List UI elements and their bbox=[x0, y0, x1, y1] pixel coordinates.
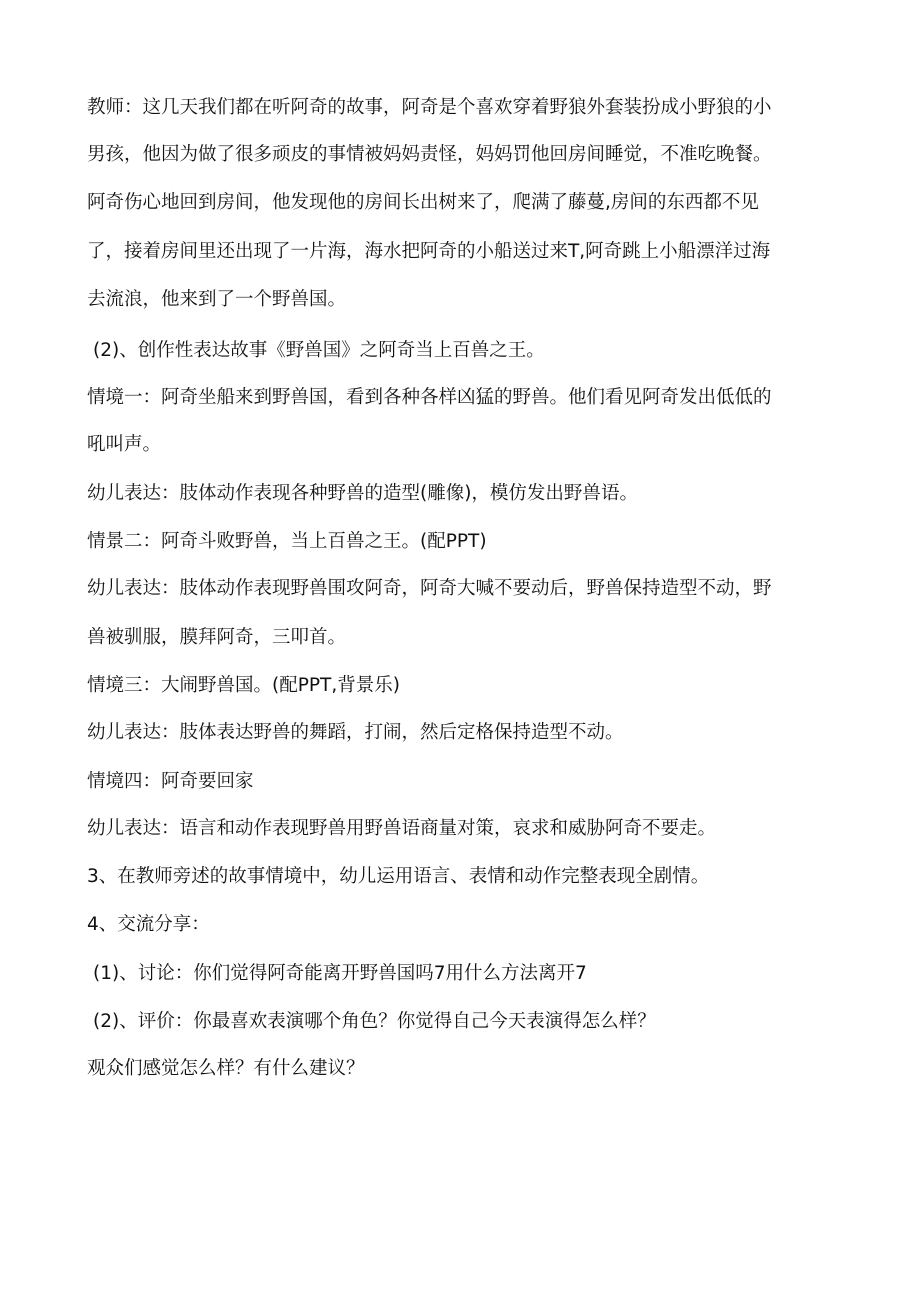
numbered-item: 3、在教师旁述的故事情境中，幼儿运用语言、表情和动作完整表现全剧情。 bbox=[87, 866, 710, 887]
paragraph-line: 教师：这几天我们都在听阿奇的故事，阿奇是个喜欢穿着野狼外套装扮成小野狼的小 bbox=[87, 97, 772, 118]
numbered-item: 4、交流分享： bbox=[87, 914, 210, 935]
paragraph-line: 幼儿表达：肢体动作表现野兽围攻阿奇，阿奇大喊不要动后，野兽保持造型不动，野 bbox=[87, 578, 772, 599]
paragraph-line: 情境三：大闹野兽国。(配PPT,背景乐) bbox=[87, 675, 400, 696]
sub-item: (1)、讨论：你们觉得阿奇能离开野兽国吗7用什么方法离开7 bbox=[93, 963, 587, 984]
paragraph-line: 观众们感觉怎么样？有什么建议？ bbox=[87, 1058, 365, 1079]
paragraph-line: 阿奇伤心地回到房间，他发现他的房间长出树来了，爬满了藤蔓,房间的东西都不见 bbox=[87, 192, 759, 213]
paragraph-line: 幼儿表达：语言和动作表现野兽用野兽语商量对策，哀求和威胁阿奇不要走。 bbox=[87, 818, 717, 839]
section-heading: (2)、创作性表达故事《野兽国》之阿奇当上百兽之王。 bbox=[93, 340, 545, 361]
paragraph-line: 兽被驯服，膜拜阿奇，三叩首。 bbox=[87, 627, 347, 648]
paragraph-line: 男孩，他因为做了很多顽皮的事情被妈妈责怪，妈妈罚他回房间睡觉，不准吃晚餐。 bbox=[87, 144, 772, 165]
paragraph-line: 情境四：阿奇要回家 bbox=[87, 771, 254, 792]
paragraph-line: 去流浪，他来到了一个野兽国。 bbox=[87, 289, 347, 310]
paragraph-line: 幼儿表达：肢体动作表现各种野兽的造型(雕像)，模仿发出野兽语。 bbox=[87, 483, 638, 504]
sub-item: (2)、评价：你最喜欢表演哪个角色？你觉得自己今天表演得怎么样？ bbox=[93, 1011, 656, 1032]
paragraph-line: 情景二：阿奇斗败野兽，当上百兽之王。(配PPT) bbox=[87, 531, 487, 552]
paragraph-line: 情境一：阿奇坐船来到野兽国，看到各种各样凶猛的野兽。他们看见阿奇发出低低的 bbox=[87, 387, 772, 408]
paragraph-line: 了，接着房间里还出现了一片海，海水把阿奇的小船送过来T,阿奇跳上小船漂洋过海 bbox=[87, 241, 771, 262]
paragraph-line: 吼叫声。 bbox=[87, 434, 162, 455]
paragraph-line: 幼儿表达：肢体表达野兽的舞蹈，打闹，然后定格保持造型不动。 bbox=[87, 722, 624, 743]
